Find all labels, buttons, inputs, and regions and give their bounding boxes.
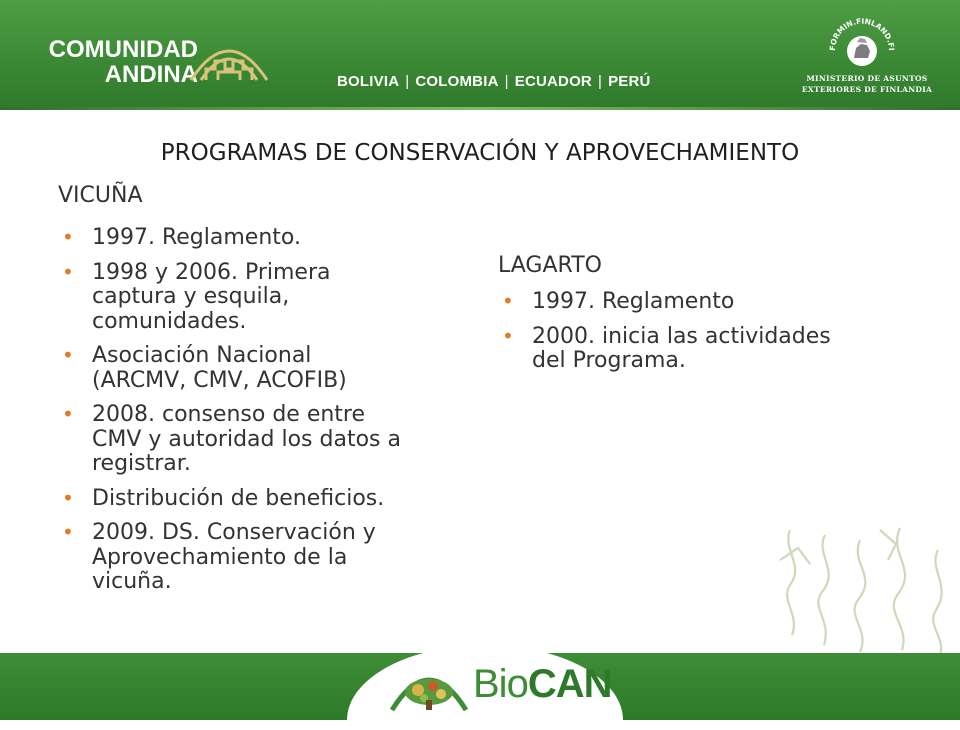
biocan-tree-logo-icon — [388, 664, 470, 712]
country-separator: | — [504, 73, 509, 90]
country-separator: | — [597, 73, 603, 90]
bullet-text-line: 2009. DS. Conservación y — [92, 520, 376, 545]
finland-ministry-seal-icon — [827, 18, 897, 74]
country-separator: | — [405, 73, 410, 90]
bullet-text-line: CMV y autoridad los datos a — [92, 426, 401, 452]
member-countries — [337, 73, 651, 90]
ministry-name-line2: EXTERIORES DE FINLANDIA — [801, 85, 933, 94]
list-item — [58, 344, 478, 393]
vicuna-bullet-list — [58, 226, 478, 605]
bullet-dot-icon: • — [502, 323, 514, 348]
list-item — [58, 261, 478, 335]
country-label: ECUADOR — [514, 73, 592, 90]
list-item — [58, 521, 478, 595]
bullet-text-line: 1997. Reglamento — [532, 289, 735, 314]
ministry-name-line1: MINISTERIO DE ASUNTOS — [806, 74, 928, 83]
org-name-line2: ANDINA — [104, 61, 198, 88]
country-label: BOLIVIA — [337, 73, 400, 90]
country-label: PERÚ — [608, 73, 651, 90]
bullet-dot-icon: • — [62, 343, 74, 367]
bullet-dot-icon: • — [62, 485, 74, 510]
bullet-dot-icon: • — [502, 289, 514, 313]
bullet-dot-icon: • — [62, 259, 74, 284]
bullet-dot-icon: • — [62, 520, 74, 544]
bullet-text-line: Aprovechamiento de la — [92, 544, 348, 570]
vicuna-heading: VICUÑA — [58, 183, 143, 208]
org-name-line1: COMUNIDAD — [48, 36, 198, 63]
bullet-text-line: vicuña. — [92, 569, 172, 594]
brand-bio-label: Bio — [473, 662, 528, 706]
bullet-text-line: 2000. inicia las actividades — [532, 323, 831, 349]
bullet-text-line: registrar. — [92, 451, 191, 476]
bullet-text-line: (ARCMV, CMV, ACOFIB) — [92, 367, 347, 393]
bullet-text-line: Asociación Nacional — [92, 343, 312, 368]
list-item — [498, 290, 918, 315]
list-item — [498, 325, 918, 374]
bullet-dot-icon: • — [62, 225, 74, 249]
bullet-dot-icon: • — [62, 402, 74, 426]
header-divider — [0, 107, 960, 110]
seal-text: FORMIN.FINLAND.FI — [827, 18, 897, 52]
brand-can-label: CAN — [527, 662, 612, 706]
bullet-text-line: 2008. consenso de entre — [92, 402, 366, 427]
decorative-vine-ornament — [760, 520, 960, 655]
list-item — [58, 487, 478, 512]
bullet-text-line: 1998 y 2006. Primera — [92, 259, 331, 285]
bullet-text-line: captura y esquila, — [92, 284, 290, 309]
comunidad-andina-logo-icon — [188, 36, 270, 82]
list-item — [58, 226, 478, 251]
slide-title: PROGRAMAS DE CONSERVACIÓN Y APROVECHAMIENTO — [160, 140, 800, 166]
biocan-brand — [473, 662, 611, 707]
list-item — [58, 403, 478, 477]
lagarto-bullet-list — [498, 290, 918, 384]
bullet-text-line: comunidades. — [92, 308, 247, 334]
bullet-text-line: del Programa. — [532, 348, 686, 373]
country-label: COLOMBIA — [415, 73, 499, 90]
lagarto-heading: LAGARTO — [498, 253, 602, 278]
bullet-text-line: Distribución de beneficios. — [92, 485, 385, 511]
bullet-text-line: 1997. Reglamento. — [92, 225, 301, 250]
